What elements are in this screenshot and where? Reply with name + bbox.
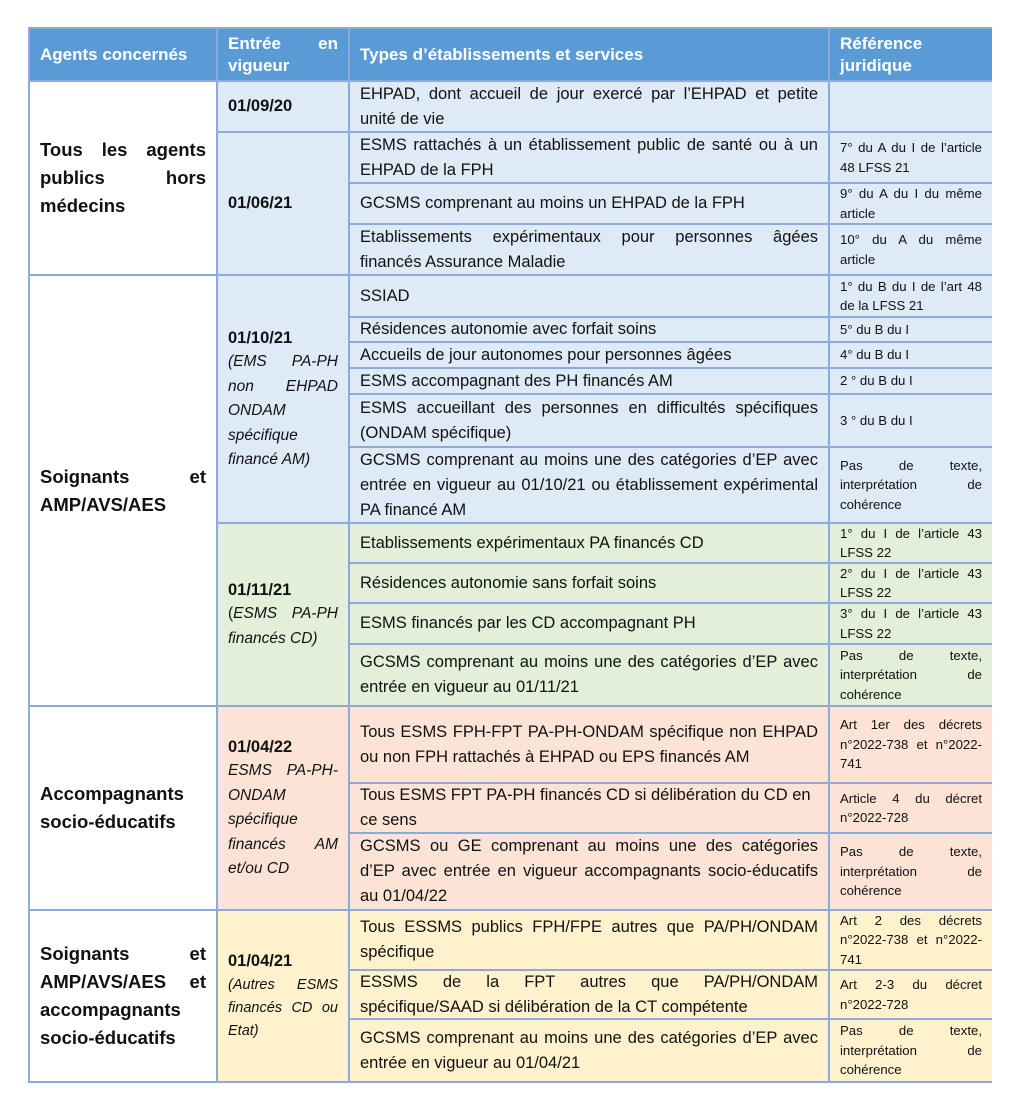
type-text: ESMS accueillant des personnes en difficultés spécifiques (ONDAM spécifique) — [360, 398, 818, 442]
date-note-prefix: ( — [228, 605, 234, 623]
ref-cell — [830, 448, 992, 524]
date-cell — [218, 707, 350, 911]
type-cell — [350, 971, 830, 1020]
type-cell — [350, 784, 830, 834]
ref-text: Pas de texte, interprétation de cohérence — [840, 844, 982, 899]
type-text: Résidences autonomie sans forfait soins — [360, 573, 657, 592]
date-note: (Autres ESMS financés CD ou Etat) — [228, 976, 338, 1039]
type-cell — [350, 225, 830, 276]
type-cell — [350, 604, 830, 645]
type-cell — [350, 276, 830, 318]
date-value: 01/04/21 — [228, 952, 293, 971]
ref-cell — [830, 784, 992, 834]
type-text: Tous ESMS FPH-FPT PA-PH-ONDAM spécifique non EHPAD ou non FPH rattachés à EHPAD ou EPS financés AM — [360, 722, 818, 766]
type-text: Tous ESMS FPT PA-PH financés CD si délibération du CD en ce sens — [360, 786, 811, 829]
ref-cell — [830, 564, 992, 604]
ref-text: Art 2 des décrets n°2022-738 et n°2022-741 — [840, 912, 982, 967]
type-text: GCSMS comprenant au moins une des catégories d’EP avec entrée en vigueur au 01/10/21 ou établissement expérimental PA financé AM — [360, 450, 818, 519]
type-cell — [350, 707, 830, 784]
ref-text: 7° du A du I de l’article 48 LFSS 21 — [840, 140, 982, 175]
ref-cell — [830, 82, 992, 133]
type-cell — [350, 343, 830, 369]
type-text: GCSMS comprenant au moins une des catégories d’EP avec entrée en vigueur au 01/11/21 — [360, 653, 818, 696]
header-agents — [30, 29, 218, 82]
header-reference-label: Référence juridique — [840, 33, 923, 75]
ref-cell — [830, 834, 992, 911]
header-entree-label: Entrée en vigueur — [228, 33, 338, 75]
ref-cell — [830, 184, 992, 225]
ref-text: Art 2-3 du décret n°2022-728 — [840, 977, 982, 1012]
ref-text: 5° du B du I — [840, 321, 910, 337]
agent-group-3 — [30, 707, 218, 911]
type-cell — [350, 1020, 830, 1081]
type-text: GCSMS comprenant au moins une des catégories d’EP avec entrée en vigueur au 01/04/21 — [360, 1028, 818, 1072]
header-types — [350, 29, 830, 82]
ref-cell — [830, 911, 992, 971]
type-cell — [350, 133, 830, 184]
type-cell — [350, 564, 830, 604]
ref-text: 1° du I de l’article 43 LFSS 22 — [840, 525, 982, 560]
type-text: ESMS rattachés à un établissement public de santé ou à un EHPAD de la FPH — [360, 135, 818, 179]
header-types-label: Types d’établissements et services — [360, 44, 644, 64]
ref-text: 1° du B du I de l’art 48 de la LFSS 21 — [840, 278, 982, 313]
type-cell — [350, 369, 830, 395]
ref-text: Pas de texte, interprétation de cohérence — [840, 647, 982, 702]
type-text: SSIAD — [360, 286, 410, 305]
ref-cell — [830, 369, 992, 395]
agent-label: Tous les agents publics hors médecins — [40, 139, 206, 216]
ref-cell — [830, 645, 992, 707]
type-cell — [350, 911, 830, 971]
type-cell — [350, 834, 830, 911]
agent-group-4 — [30, 911, 218, 1081]
date-value: 01/06/21 — [228, 194, 293, 213]
agent-label: Accompagnants socio-éducatifs — [40, 783, 184, 832]
ref-cell — [830, 707, 992, 784]
ref-text: 10° du A du même article — [840, 232, 982, 267]
type-text: EHPAD, dont accueil de jour exercé par l’EHPAD et petite unité de vie — [360, 84, 818, 128]
type-text: GCSMS comprenant au moins un EHPAD de la FPH — [360, 194, 745, 212]
type-text: ESSMS de la FPT autres que PA/PH/ONDAM spécifique/SAAD si délibération de la CT compétente — [360, 972, 818, 1016]
ref-cell — [830, 524, 992, 564]
agent-label: Soignants et AMP/AVS/AES et accompagnants socio-éducatifs — [40, 943, 206, 1048]
header-entree — [218, 29, 350, 82]
ref-text: Pas de texte, interprétation de cohérence — [840, 457, 982, 512]
type-text: ESMS financés par les CD accompagnant PH — [360, 614, 696, 632]
type-cell — [350, 318, 830, 343]
type-text: Accueils de jour autonomes pour personnes âgées — [360, 345, 732, 364]
date-cell — [218, 82, 350, 133]
ref-text: 3 ° du B du I — [840, 412, 913, 428]
agent-group-2 — [30, 276, 218, 707]
type-cell — [350, 645, 830, 707]
header-reference — [830, 29, 992, 82]
date-note: ESMS PA-PH-ONDAM spécifique financés AM et/ou CD — [228, 762, 338, 877]
type-text: GCSMS ou GE comprenant au moins une des catégories d’EP avec entrée en vigueur accompagnants socio-éducatifs au 01/04/22 — [360, 837, 818, 905]
ref-cell — [830, 1020, 992, 1081]
type-text: ESMS accompagnant des PH financés AM — [360, 371, 673, 390]
header-agents-label: Agents concernés — [40, 44, 188, 64]
type-cell — [350, 524, 830, 564]
type-cell — [350, 184, 830, 225]
type-text: Tous ESSMS publics FPH/FPE autres que PA/PH/ONDAM spécifique — [360, 918, 818, 961]
ref-text: 2° du I de l’article 43 LFSS 22 — [840, 565, 982, 600]
agent-label: Soignants et AMP/AVS/AES — [40, 465, 206, 515]
agent-group-1 — [30, 82, 218, 276]
type-cell — [350, 82, 830, 133]
ref-text: Art 1er des décrets n°2022-738 et n°2022-741 — [840, 717, 982, 772]
date-value: 01/11/21 — [228, 580, 292, 599]
ref-text: Pas de texte, interprétation de cohérence — [840, 1023, 982, 1078]
date-cell — [218, 911, 350, 1081]
type-cell — [350, 448, 830, 524]
ref-text: 2 ° du B du I — [840, 373, 913, 389]
ref-cell — [830, 343, 992, 369]
type-text: Résidences autonomie avec forfait soins — [360, 320, 657, 338]
date-cell — [218, 133, 350, 276]
type-cell — [350, 395, 830, 448]
legal-reference-table — [28, 27, 992, 1083]
date-note: ESMS PA-PH financés CD) — [228, 605, 338, 647]
date-cell — [218, 276, 350, 524]
ref-text: 3° du I de l’article 43 LFSS 22 — [840, 606, 982, 641]
ref-cell — [830, 604, 992, 645]
ref-text: Article 4 du décret n°2022-728 — [840, 790, 982, 825]
date-value: 01/04/22 — [228, 737, 293, 756]
ref-cell — [830, 133, 992, 184]
type-text: Etablissements expérimentaux PA financés CD — [360, 533, 704, 552]
type-text: Etablissements expérimentaux pour personnes âgées financés Assurance Maladie — [360, 227, 818, 271]
ref-text: 4° du B du I — [840, 347, 910, 363]
ref-cell — [830, 971, 992, 1020]
ref-text: 9° du A du I du même article — [840, 186, 982, 221]
date-value: 01/10/21 — [228, 328, 293, 347]
ref-cell — [830, 225, 992, 276]
date-note: (EMS PA-PH non EHPAD ONDAM spécifique financé AM) — [228, 353, 338, 468]
date-value: 01/09/20 — [228, 97, 293, 116]
date-cell — [218, 524, 350, 707]
ref-cell — [830, 318, 992, 343]
ref-cell — [830, 276, 992, 318]
ref-cell — [830, 395, 992, 448]
